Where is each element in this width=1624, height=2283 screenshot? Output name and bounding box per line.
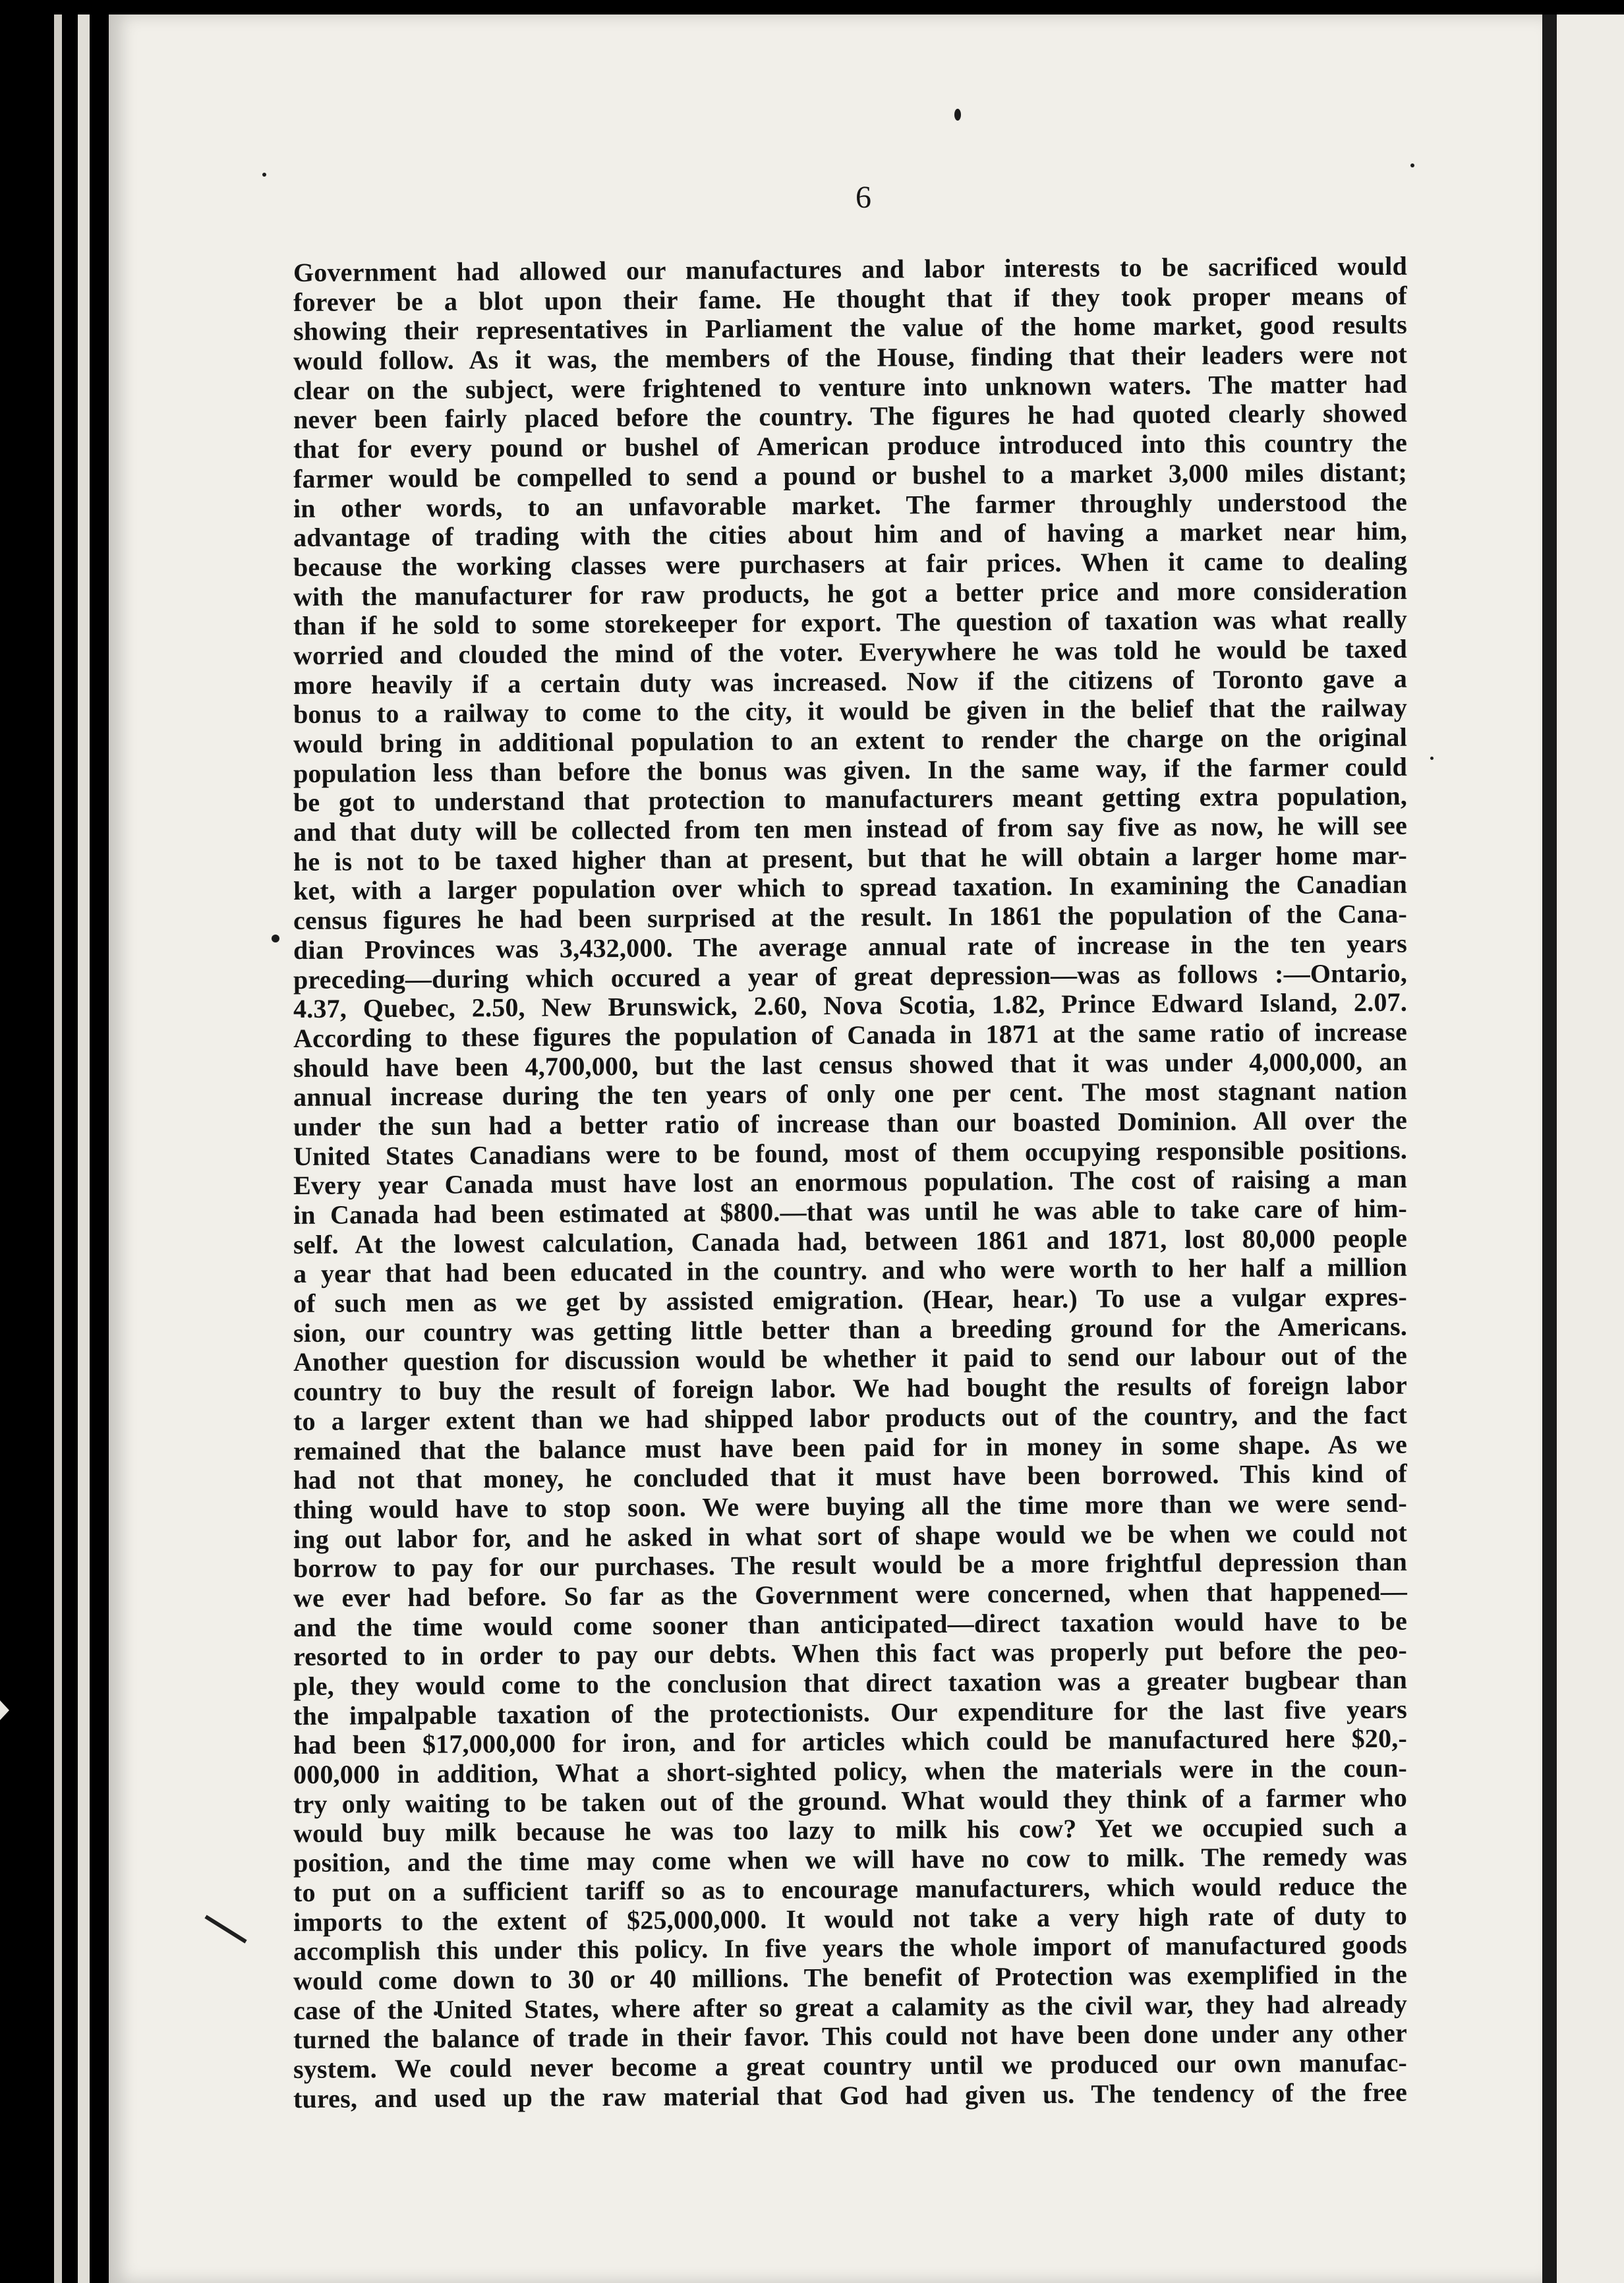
text-line: under the sun had a better ratio of increase than our boasted Dominion. All over the [293,1105,1408,1142]
text-line: self. At the lowest calculation, Canada had, between 1861 and 1871, lost 80,000 people [293,1223,1408,1259]
text-line: should have been 4,700,000, but the last census showed that it was under 4,000,000, an [293,1046,1408,1083]
text-line: would come down to 30 or 40 millions. The benefit of Protection was exemplified in the [293,1959,1408,1996]
text-line: and that duty will be collected from ten men instead of from say five as now, he will see [293,810,1408,848]
text-line: 000,000 in addition, What a short-sighted policy, when the materials were in the coun- [293,1752,1408,1790]
text-line: thing would have to stop soon. We were buying all the time more than we were send- [293,1488,1408,1524]
text-line: be got to understand that protection to manufacturers meant getting extra population, [293,781,1408,818]
text-line: country to buy the result of foreign labor. We had bought the results of foreign labor [293,1370,1408,1407]
text-line: preceding—during which occured a year of great depression—was as follows :—Ontario, [293,958,1408,995]
text-line: ple, they would come to the conclusion that direct taxation was a greater bugbear than [293,1664,1408,1701]
ink-speck [1430,757,1434,760]
text-line: a year that had been educated in the country. and who were worth to her half a million [293,1252,1408,1289]
text-line: resorted to in order to pay our debts. When this fact was properly put before the peo- [293,1634,1408,1672]
text-line: 4.37, Quebec, 2.50, New Brunswick, 2.60, Nova Scotia, 1.82, Prince Edward Island, 2.07. [293,987,1408,1024]
text-line: try only waiting to be taken out of the ground. What would they think of a farmer who [293,1782,1408,1819]
text-line: the impalpable taxation of the protectionists. Our expenditure for the last five years [293,1694,1408,1731]
text-line: Every year Canada must have lost an enormous population. The cost of raising a man [293,1163,1408,1201]
text-line: According to these figures the population of Canada in 1871 at the same ratio of increase [293,1016,1408,1053]
text-line: tures, and used up the raw material that God had given us. The tendency of the free [293,2077,1408,2114]
text-line: he is not to be taxed higher than at present, but that he will obtain a larger home mar- [293,840,1408,877]
text-line: forever be a blot upon their fame. He thought that if they took proper means of [293,280,1408,317]
text-line: more heavily if a certain duty was increased. Now if the citizens of Toronto gave a [293,663,1408,700]
text-line: accomplish this under this policy. In five years the whole import of manufactured goods [293,1929,1408,1967]
text-line: imports to the extent of $25,000,000. It would not take a very high rate of duty to [293,1900,1408,1937]
ink-speck [262,173,266,177]
text-line: dian Provinces was 3,432,000. The average annual rate of increase in the ten years [293,928,1408,965]
text-line: to put on a sufficient tariff so as to encourage manufacturers, which would reduce the [293,1870,1408,1907]
text-line: turned the balance of trade in their favor. This could not have been done under any other [293,2017,1408,2055]
text-line: that for every pound or bushel of American produce introduced into this country the [293,427,1408,465]
text-line: showing their representatives in Parliament the value of the home market, good results [293,310,1408,347]
page-edge [54,14,62,2283]
page-gutter [1542,14,1557,2283]
text-line: never been fairly placed before the country. The figures he had quoted clearly showed [293,398,1408,435]
page-number: 6 [856,180,871,215]
text-line: ing out labor for, and he asked in what sort of shape would we be when we could not [293,1517,1408,1554]
text-line: ket, with a larger population over which to spread taxation. In examining the Canadian [293,869,1408,906]
text-line: with the manufacturer for raw products, he got a better price and more consideration [293,575,1408,612]
text-line: and the time would come sooner than anticipated—direct taxation would have to be [293,1605,1408,1642]
text-line: borrow to pay for our purchases. The result would be a more frightful depression than [293,1546,1408,1584]
text-line: population less than before the bonus was given. In the same way, if the farmer could [293,751,1408,788]
text-line: would follow. As it was, the members of the House, finding that their leaders were not [293,339,1408,376]
page-edge [78,14,90,2283]
text-line: case of the United States, where after so great a calamity as the civil war, they had already [293,1988,1408,2025]
text-line: advantage of trading with the cities about him and of having a market near him, [293,515,1408,553]
text-line: had been $17,000,000 for iron, and for articles which could be manufactured here $20,- [293,1723,1408,1760]
ink-speck [1410,163,1414,167]
ink-speck [954,109,961,121]
text-line: in other words, to an unfavorable market. The farmer throughly understood the [293,486,1408,523]
text-line: position, and the time may come when we will have no cow to milk. The remedy was [293,1841,1408,1878]
text-line: United States Canadians were to be found, most of them occupying responsible positions. [293,1134,1408,1171]
text-line: would bring in additional population to an extent to render the charge on the original [293,722,1408,759]
text-line: Government had allowed our manufactures and labor interests to be sacrificed would [293,250,1408,287]
text-line: of such men as we get by assisted emigration. (Hear, hear.) To use a vulgar expres- [293,1281,1408,1319]
text-line: annual increase during the ten years of only one per cent. The most stagnant nation [293,1075,1408,1113]
text-line: had not that money, he concluded that it must have been borrowed. This kind of [293,1458,1408,1495]
text-line: we ever had before. So far as the Government were concerned, when that happened— [293,1576,1408,1613]
text-line: census figures he had been surprised at the result. In 1861 the population of the Cana- [293,898,1408,936]
adjacent-page [1557,14,1624,2283]
text-line: clear on the subject, were frightened to venture into unknown waters. The matter had [293,368,1408,405]
text-line: in Canada had been estimated at $800.—that was until he was able to take care of him- [293,1193,1408,1230]
text-line: farmer would be compelled to send a pound or bushel to a market 3,000 miles distant; [293,457,1408,494]
text-line: sion, our country was getting little better than a breeding ground for the Americans. [293,1311,1408,1348]
text-line: would buy milk because he was too lazy to milk his cow? Yet we occupied such a [293,1812,1408,1849]
body-text [293,250,1408,2114]
text-line: remained that the balance must have been paid for in money in some shape. As we [293,1429,1408,1466]
text-line: because the working classes were purchasers at fair prices. When it came to dealing [293,545,1408,582]
text-line: Another question for discussion would be whether it paid to send our labour out of the [293,1341,1408,1377]
text-line: worried and clouded the mind of the voter. Everywhere he was told he would be taxed [293,633,1408,670]
text-line: than if he sold to some storekeeper for export. The question of taxation was what really [293,604,1408,641]
text-line: system. We could never become a great country until we produced our own manufac- [293,2047,1408,2084]
text-line: to a larger extent than we had shipped labor products out of the country, and the fact [293,1399,1408,1436]
ink-speck [272,935,279,942]
text-line: bonus to a railway to come to the city, it would be given in the belief that the railway [293,692,1408,730]
